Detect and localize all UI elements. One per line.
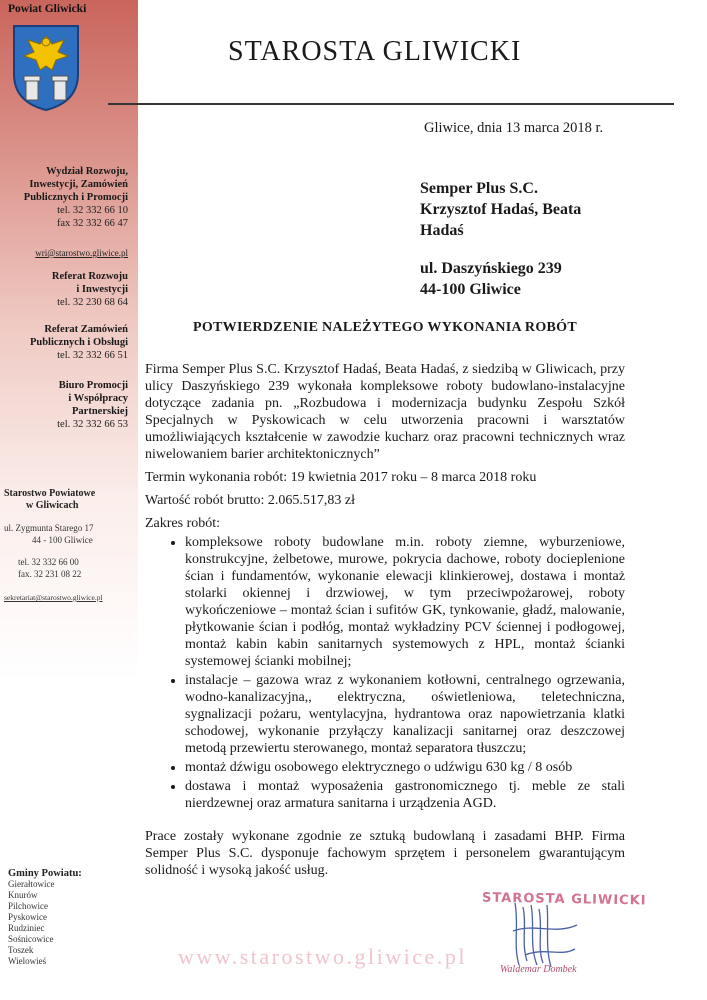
letter-date: Gliwice, dnia 13 marca 2018 r. [424,120,604,136]
gmina-item: Pilchowice [8,901,48,911]
gmina-item: Rudziniec [8,923,45,933]
addressee-name [420,178,581,241]
gminy-list [8,868,82,967]
handwritten-signature [505,895,585,970]
zakres-item: • kompleksowe roboty budowlane m.in. roboty ziemne, wyburzeniowe, konstrukcyjne, żelbetowe, murowe, pokrycia dachowe, roboty docieplenione ścian i fundamentów, wykonanie elewacji klinkierowej, dostawa i montaż stolarki okiennej i drzwiowej, w tym przeciwpożarowej, roboty wykończeniowe – montaż ścian i sufitów GK, tynkowanie, gładź, malowanie, płytkowanie ścian i podłóg, montaż wykładziny PCV ściennej i podłogowej, montaż kabin kabin sanitarnych systemowych z HPL, montaż ścianki systemowej ścianki mobilnej; [185,534,625,670]
sidebar [0,0,138,1000]
zakres-item: • dostawa i montaż wyposażenia gastronomicznego tj. meble ze stali nierdzewnej oraz armatura sanitarna i urządzenia AGD. [185,778,625,812]
letter-body [145,361,625,885]
intro-paragraph: Firma Semper Plus S.C. Krzysztof Hadaś, Beata Hadaś, z siedzibą w Gliwicach, przy ulicy Daszyńskiego 239 wykonała kompleksowe roboty budowlano-instalacyjne dotyczące zadania pn. „Rozbudowa i modernizacja budynku Zespołu Szkół Specjalnych w Pyskowicach w celu utworzenia pracowni i warsztatów umożliwiających kształcenie w zawodzie kucharz oraz pracowni technicznych wraz niwelowaniem barier architektonicznych” [145,362,625,462]
wartosc-line: Wartość robót brutto: 2.065.517,83 zł [145,493,356,508]
signatory-name: Waldemar Dombek [500,964,577,975]
starostwo-city: 44 - 100 Gliwice [32,535,93,545]
gmina-item: Gierałtowice [8,879,55,889]
department-name-line: Publicznych i Promocji [23,192,128,203]
referat-rozwoju-contact [52,270,128,309]
coat-of-arms-icon [10,22,82,112]
department-fax: fax 32 332 66 47 [56,218,128,229]
starostwo-fax: fax. 32 231 08 22 [18,569,82,579]
addressee-line: Krzysztof Hadaś, Beata [420,201,582,218]
referat-name-line: i Inwestycji [76,284,128,295]
department-email-link[interactable]: wri@starostwo.gliwice.pl [35,248,128,258]
referat-name-line: Publicznych i Obsługi [29,337,128,348]
referat-name-line: Referat Zamówień [44,324,128,335]
biuro-name-line: i Współpracy [68,393,128,404]
department-contact [24,165,128,230]
starostwo-email-link[interactable]: sekretariat@starostwo.gliwice.pl [4,593,103,602]
closing-paragraph: Prace zostały wykonane zgodnie ze sztuką budowlaną i zasadami BHP. Firma Semper Plus S.C. dysponuje fachowym sprzętem i personelem gwarantującym solidność i wysoką jakość usług. [145,829,625,878]
gmina-item: Knurów [8,890,38,900]
biuro-name-line: Biuro Promocji [58,380,128,391]
zakres-item: • instalacje – gazowa wraz z wykonaniem kotłowni, centralnego ogrzewania, wodno-kanalizacyjna,, elektryczna, oświetleniowa, teletechniczna, sygnalizacji pożaru, wentylacyjna, hydrantowa oraz napowietrzania klatki schodowej, wykonanie przyłączy kanalizacji sanitarnej oraz deszczowej metodą przewiertu sterowanego, montaż separatora tłuszczu; [185,672,625,757]
gmina-item: Sośnicowice [8,934,54,944]
department-phone: tel. 32 332 66 10 [57,205,128,216]
zakres-list [145,534,625,812]
referat-phone: tel. 32 230 68 64 [57,297,128,308]
official-stamp: STAROSTA GLIWICKI [481,890,647,909]
document-title: POTWIERDZENIE NALEŻYTEGO WYKONANIA ROBÓT [193,320,577,335]
gmina-item: Wielowieś [8,956,47,966]
county-name: Powiat Gliwicki [8,3,87,15]
addressee-street: ul. Daszyńskiego 239 [420,260,562,277]
department-name-line: Wydział Rozwoju, [46,166,128,177]
gmina-item: Toszek [8,945,34,955]
biuro-promocji-contact [57,379,128,431]
starostwo-phone: tel. 32 332 66 00 [18,557,79,567]
website-watermark: www.starostwo.gliwice.pl [178,944,467,969]
referat-phone: tel. 32 332 66 51 [57,350,128,361]
addressee-city: 44-100 Gliwice [420,281,521,298]
letterhead-title: STAROSTA GLIWICKI [228,36,522,67]
starostwo-name-line: w Gliwicach [26,500,79,511]
biuro-phone: tel. 32 332 66 53 [57,419,128,430]
header-divider [108,103,674,105]
addressee-line: Hadaś [420,222,464,239]
addressee-line: Semper Plus S.C. [420,180,538,197]
zakres-label: Zakres robót: [145,516,221,531]
biuro-name-line: Partnerskiej [72,406,128,417]
zakres-item: • montaż dźwigu osobowego elektrycznego o udźwigu 630 kg / 8 osób [185,759,625,776]
referat-zamowien-contact [30,323,128,362]
referat-name-line: Referat Rozwoju [51,271,128,282]
termin-line: Termin wykonania robót: 19 kwietnia 2017 roku – 8 marca 2018 roku [145,470,537,485]
gminy-title: Gminy Powiatu: [8,868,82,879]
starostwo-contact [4,488,103,604]
starostwo-street: ul. Zygmunta Starego 17 [4,523,94,533]
department-name-line: Inwestycji, Zamówień [29,179,128,190]
addressee-address [420,258,562,300]
starostwo-name-line: Starostwo Powiatowe [4,488,96,499]
gmina-item: Pyskowice [8,912,47,922]
